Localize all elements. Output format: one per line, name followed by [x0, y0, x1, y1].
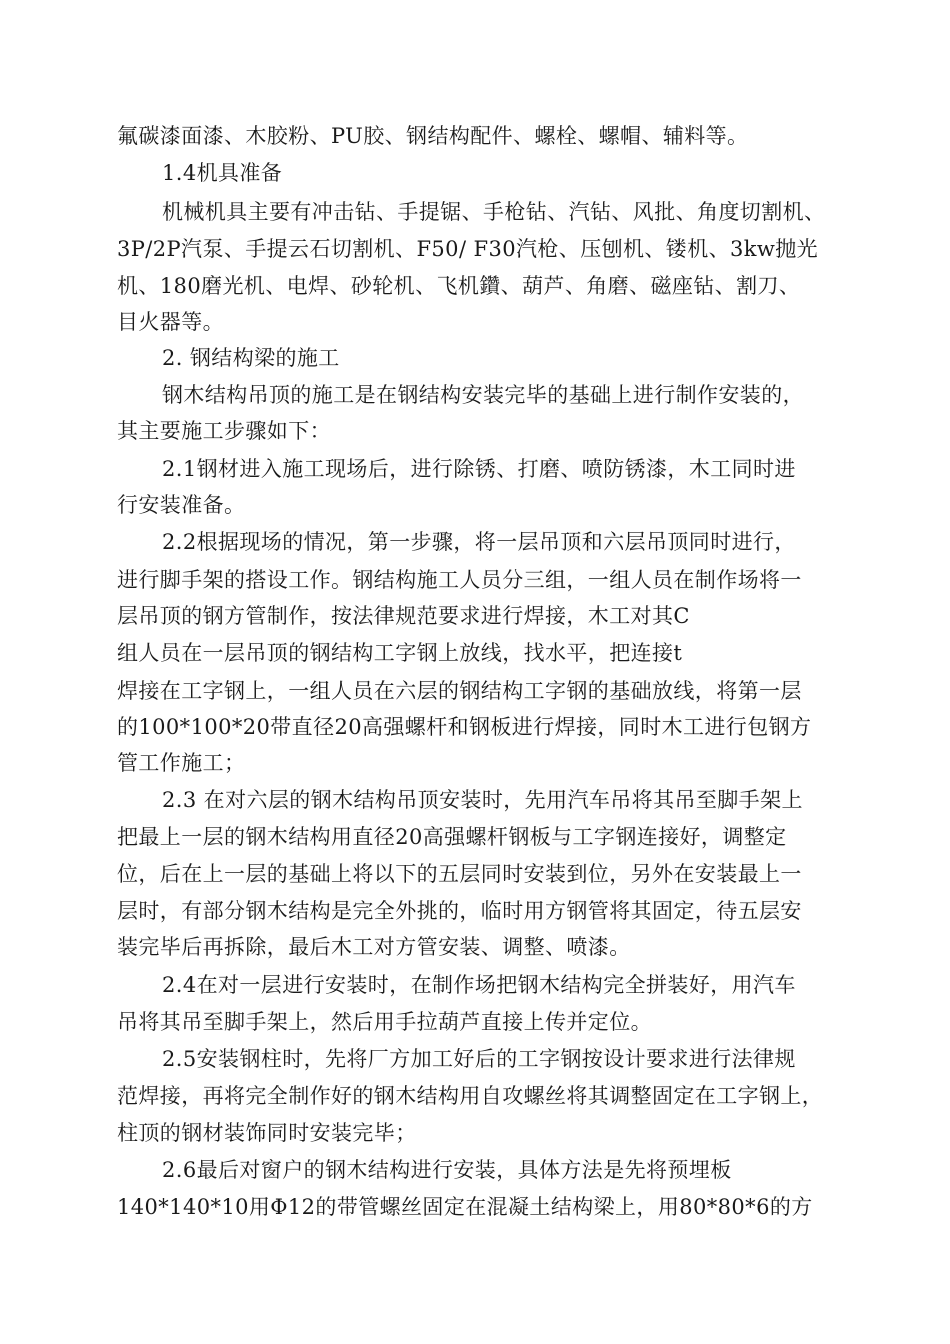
section-heading: 1.4机具准备 — [162, 161, 283, 185]
text-line: 把最上一层的钢木结构用直径20高强螺杆钢板与工字钢连接好，调整定 — [117, 825, 787, 849]
text-line: 柱顶的钢材装饰同时安装完毕； — [117, 1121, 417, 1145]
text-line: 氟碳漆面漆、木胶粉、PU胶、钢结构配件、螺栓、螺帽、辅料等。 — [117, 124, 749, 148]
text-line: 进行脚手架的搭设工作。钢结构施工人员分三组，一组人员在制作场将一 — [117, 568, 802, 592]
text-line: 2.6最后对窗户的钢木结构进行安装，具体方法是先将预埋板 — [162, 1158, 732, 1182]
text-line: 2.2根据现场的情况，第一步骤，将一层吊顶和六层吊顶同时进行， — [162, 530, 796, 554]
text-line: 行安装准备。 — [117, 493, 246, 517]
text-line: 2.1钢材进入施工现场后，进行除锈、打磨、喷防锈漆，木工同时进 — [162, 457, 796, 481]
text-line: 2.5安装钢柱时，先将厂方加工好后的工字钢按设计要求进行法律规 — [162, 1047, 796, 1071]
text-line: 3P/2P汽泵、手提云石切割机、F50/ F30汽枪、压刨机、镂机、3kw抛光 — [117, 237, 819, 261]
section-heading: 2. 钢结构梁的施工 — [162, 346, 340, 370]
text-line: 层吊顶的钢方管制作，按法律规范要求进行焊接，木工对其C — [117, 604, 690, 628]
text-line: 范焊接，再将完全制作好的钢木结构用自攻螺丝将其调整固定在工字钢上， — [117, 1084, 824, 1108]
text-line: 层时，有部分钢木结构是完全外挑的，临时用方钢管将其固定，待五层安 — [117, 899, 802, 923]
text-line: 2.4在对一层进行安装时，在制作场把钢木结构完全拼装好，用汽车 — [162, 973, 796, 997]
text-line: 机、180磨光机、电焊、砂轮机、飞机鑽、葫芦、角磨、磁座钻、割刀、 — [117, 274, 801, 298]
text-line: 吊将其吊至脚手架上，然后用手拉葫芦直接上传并定位。 — [117, 1010, 652, 1034]
text-line: 140*140*10用Φ12的带管螺丝固定在混凝土结构梁上，用80*80*6的方 — [117, 1195, 813, 1219]
text-line: 机械机具主要有冲击钻、手提锯、手枪钻、汽钻、风批、角度切割机、 — [162, 200, 826, 224]
text-line: 装完毕后再拆除，最后木工对方管安装、调整、喷漆。 — [117, 935, 631, 959]
text-line: 组人员在一层吊顶的钢结构工字钢上放线，找水平，把连接t — [117, 641, 683, 665]
text-line: 其主要施工步骤如下： — [117, 419, 331, 443]
text-line: 管工作施工； — [117, 751, 246, 775]
text-line: 位，后在上一层的基础上将以下的五层同时安装到位，另外在安装最上一 — [117, 862, 802, 886]
text-line: 的100*100*20带直径20高强螺杆和钢板进行焊接，同时木工进行包钢方 — [117, 715, 812, 739]
text-line: 目火器等。 — [117, 310, 224, 334]
text-line: 焊接在工字钢上，一组人员在六层的钢结构工字钢的基础放线，将第一层 — [117, 679, 802, 703]
text-line: 2.3 在对六层的钢木结构吊顶安装时，先用汽车吊将其吊至脚手架上 — [162, 788, 803, 812]
text-line: 钢木结构吊顶的施工是在钢结构安装完毕的基础上进行制作安装的， — [162, 383, 804, 407]
